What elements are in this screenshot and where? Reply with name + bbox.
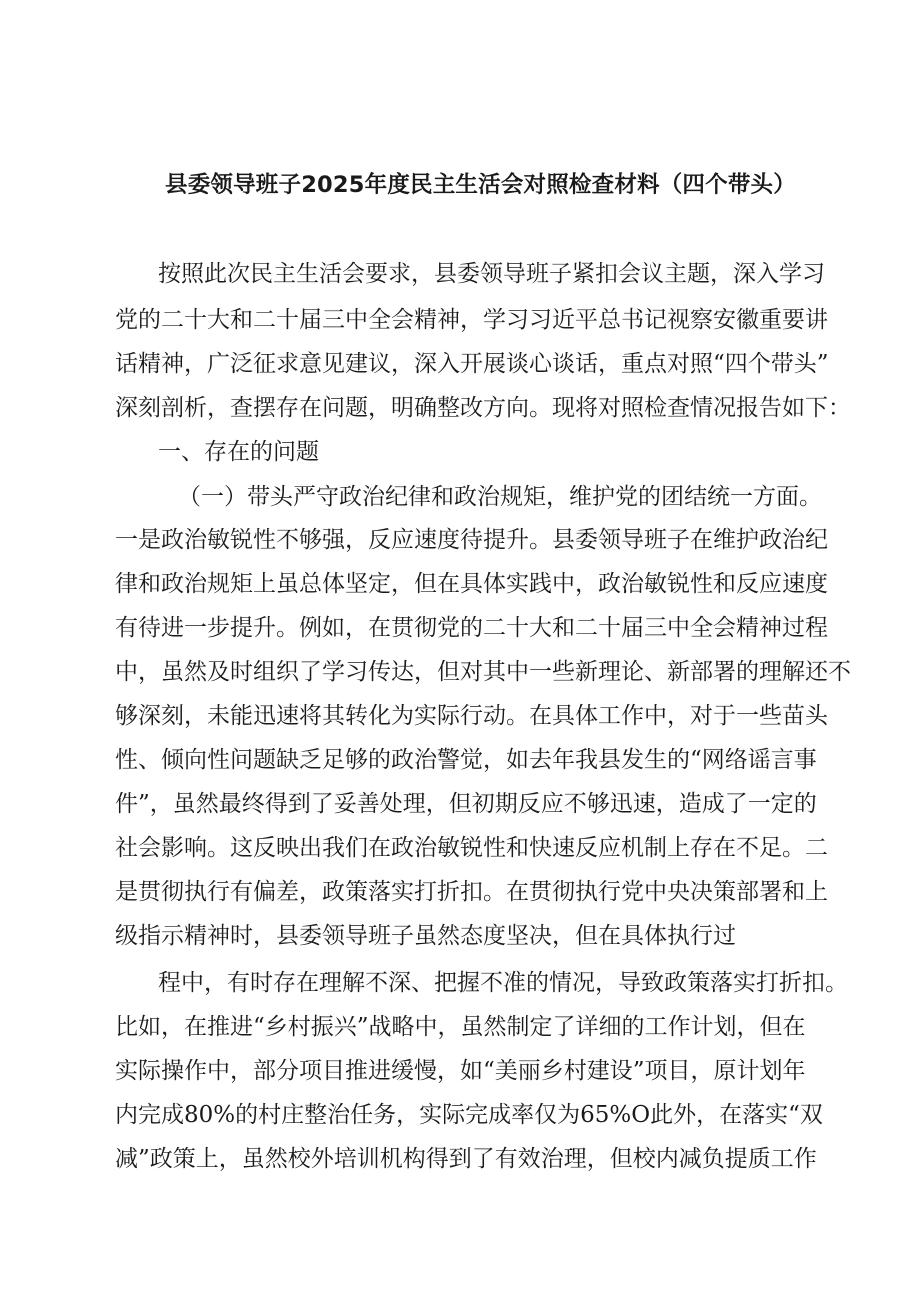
paragraph-line: 内完成80%的村庄整治任务，实际完成率仅为65%O此外，在落实“双: [115, 1102, 823, 1128]
paragraph-line: 话精神，广泛征求意见建议，深入开展谈心谈话，重点对照“四个带头”: [115, 351, 829, 377]
paragraph-line: 律和政治规矩上虽总体坚定，但在具体实践中，政治敏锐性和反应速度: [115, 571, 828, 597]
paragraph-line: 是贯彻执行有偏差，政策落实打折扣。在贯彻执行党中央决策部署和上: [115, 879, 828, 905]
paragraph-line: 比如，在推进“乡村振兴”战略中，虽然制定了详细的工作计划，但在: [115, 1014, 806, 1040]
document-title: 县委领导班子2025年度民主生活会对照检查材料（四个带头）: [165, 172, 796, 198]
paragraph-line: 社会影响。这反映出我们在政治敏锐性和快速反应机制上存在不足。二: [115, 835, 828, 861]
paragraph-line: 程中，有时存在理解不深、把握不准的情况，导致政策落实打折扣。: [158, 970, 848, 996]
paragraph-line: 够深刻，未能迅速将其转化为实际行动。在具体工作中，对于一些苗头: [115, 703, 828, 729]
paragraph-line: 按照此次民主生活会要求，县委领导班子紧扣会议主题，深入学习: [158, 261, 825, 287]
paragraph-line: 实际操作中，部分项目推进缓慢，如“美丽乡村建设”项目，原计划年: [115, 1058, 806, 1084]
paragraph-line: 中，虽然及时组织了学习传达，但对其中一些新理论、新部署的理解还不: [115, 659, 851, 685]
paragraph-line: 性、倾向性问题缺乏足够的政治警觉，如去年我县发生的“网络谣言事: [115, 747, 817, 773]
paragraph-line: 级指示精神时，县委领导班子虽然态度坚决，但在具体执行过: [115, 923, 736, 949]
paragraph-line: 党的二十大和二十届三中全会精神，学习习近平总书记视察安徽重要讲: [115, 307, 828, 333]
paragraph-line: 减”政策上，虽然校外培训机构得到了有效治理，但校内减负提质工作: [115, 1146, 817, 1172]
section-heading: 一、存在的问题: [158, 439, 319, 465]
paragraph-line: 深刻剖析，查摆存在问题，明确整改方向。现将对照检查情况报告如下：: [115, 395, 851, 421]
paragraph-line: 一是政治敏锐性不够强，反应速度待提升。县委领导班子在维护政治纪: [115, 527, 828, 553]
subsection-heading: （一）带头严守政治纪律和政治规矩，维护党的团结统一方面。: [178, 484, 822, 510]
paragraph-line: 有待进一步提升。例如，在贯彻党的二十大和二十届三中全会精神过程: [115, 615, 828, 641]
paragraph-line: 件”，虽然最终得到了妥善处理，但初期反应不够迅速，造成了一定的: [115, 791, 817, 817]
